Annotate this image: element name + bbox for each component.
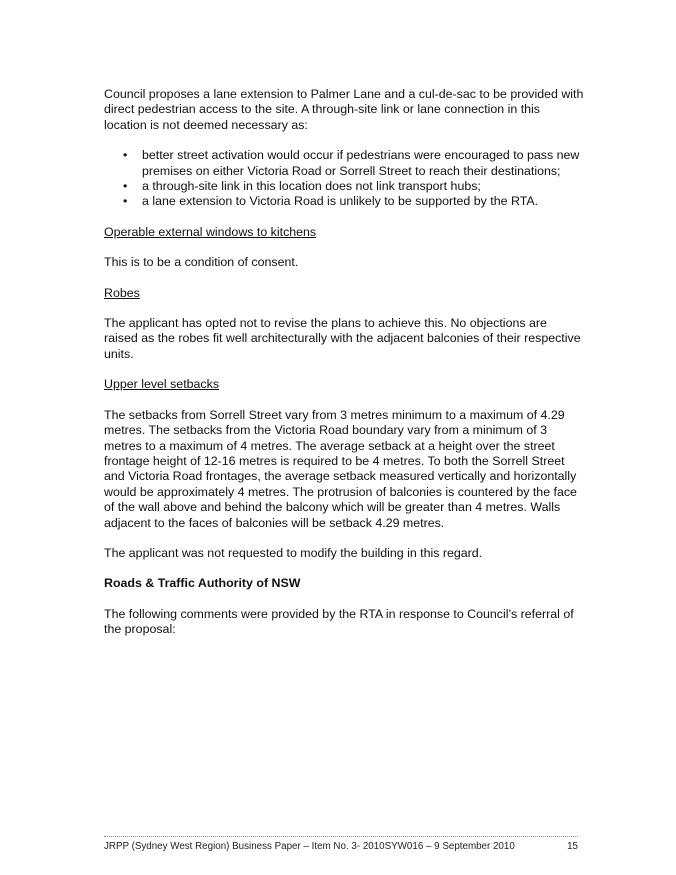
robes-heading: Robes: [104, 285, 140, 300]
list-item: [123, 179, 584, 194]
footer-text: JRPP (Sydney West Region) Business Paper – Item No. 3- 2010SYW016 – 9 September 2010: [104, 841, 515, 852]
list-item-text: better street activation would occur if pedestrians were encouraged to pass new premises on either Victoria Road or Sorrell Street to reach their destinations;: [142, 148, 580, 178]
bullet-icon: •: [123, 179, 128, 194]
kitchens-heading: Operable external windows to kitchens: [104, 224, 317, 239]
page-number: 15: [567, 841, 578, 852]
list-item-text: a through-site link in this location does not link transport hubs;: [142, 179, 481, 194]
bullet-icon: •: [123, 194, 128, 209]
setbacks-heading: Upper level setbacks: [104, 377, 220, 392]
rta-body: The following comments were provided by the RTA in response to Council’s referral of the proposal:: [104, 606, 574, 637]
kitchens-body: This is to be a condition of consent.: [104, 255, 299, 270]
list-item-text: a lane extension to Victoria Road is unlikely to be supported by the RTA.: [142, 194, 539, 209]
reasons-list: [104, 148, 584, 210]
page-body: [104, 87, 584, 653]
intro-paragraph: Council proposes a lane extension to Palmer Lane and a cul-de-sac to be provided with direct pedestrian access to the site. A through-site link or lane connection in this location is not deemed necessary as:: [104, 87, 584, 132]
bullet-icon: •: [123, 148, 128, 163]
list-item: [123, 148, 584, 179]
footer-divider: [104, 836, 578, 837]
list-item: [123, 194, 584, 209]
setbacks-followup: The applicant was not requested to modify the building in this regard.: [104, 545, 483, 560]
setbacks-body: The setbacks from Sorrell Street vary from 3 metres minimum to a maximum of 4.29 metres. The setbacks from the Victoria Road boundary vary from a minimum of 3 metres to a maximum of 4 metres. The average setback at a height over the street frontage height of 12-16 metres is required to be 4 metres. To both the Sorrell Street and Victoria Road frontages, the average setback measured vertically and horizontally would be approximately 4 metres. The protrusion of balconies is countered by the face of the wall above and behind the balcony which will be greater than 4 metres. Walls adjacent to the faces of balconies will be setback 4.29 metres.: [104, 407, 577, 530]
rta-heading: Roads & Traffic Authority of NSW: [104, 576, 301, 591]
robes-body: The applicant has opted not to revise the plans to achieve this. No objections are raised as the robes fit well architecturally with the adjacent balconies of their respective units.: [104, 316, 581, 361]
